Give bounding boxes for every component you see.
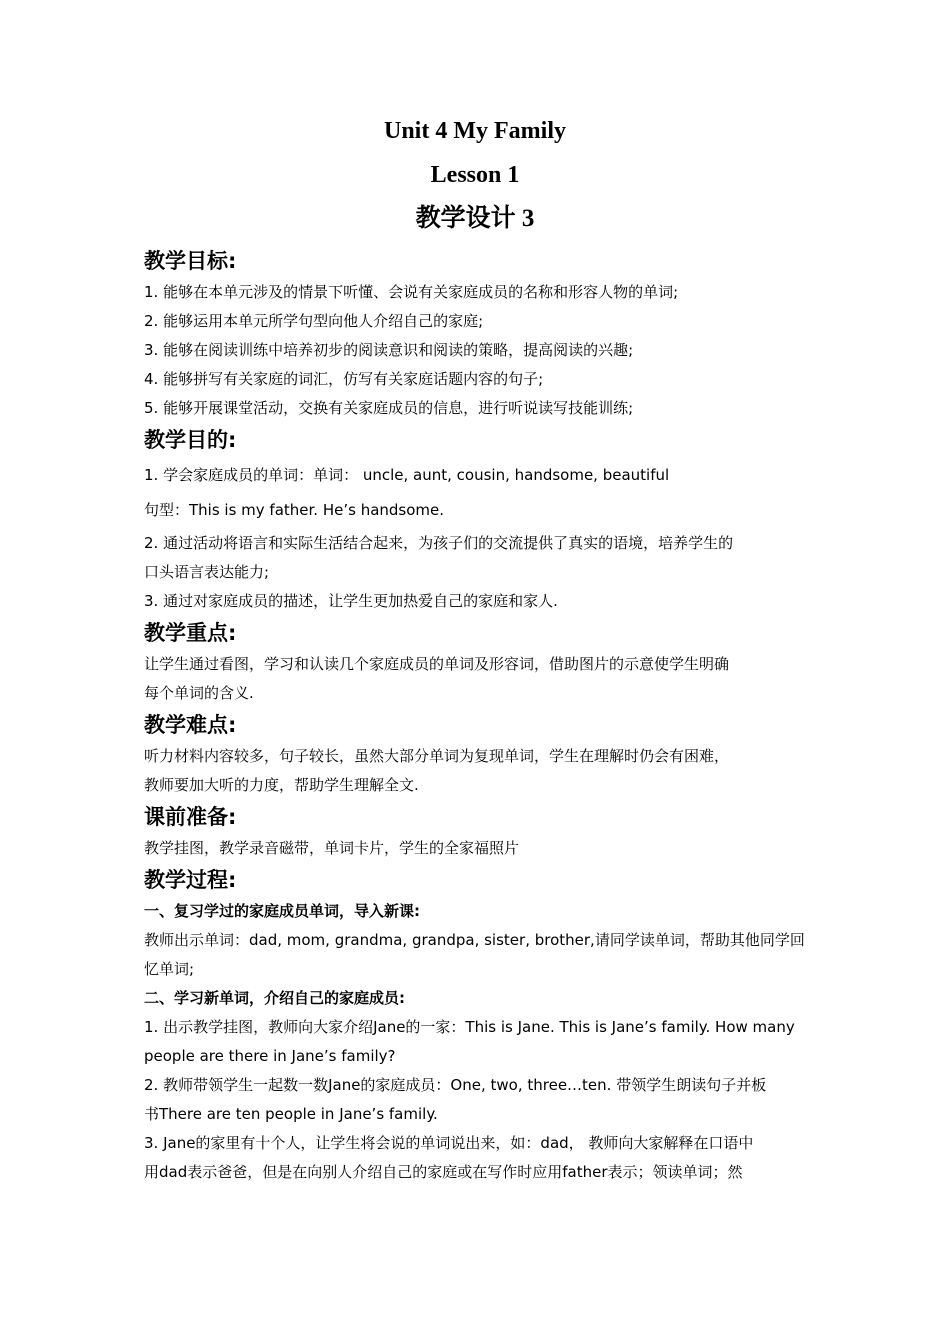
subsection-title: 一、复习学过的家庭成员单词，导入新课:	[144, 902, 421, 920]
purpose-item-2-cont: 口头语言表达能力;	[144, 563, 270, 581]
preparation-section	[144, 800, 812, 863]
paragraph-line: 教师要加大听的力度，帮助学生理解全文.	[144, 776, 419, 794]
list-item: 1. 能够在本单元涉及的情景下听懂、会说有关家庭成员的名称和形容人物的单词;	[144, 283, 679, 301]
subsection-title: 二、学习新单词，介绍自己的家庭成员:	[144, 989, 406, 1007]
unit-title: Unit 4 My Family	[384, 118, 566, 144]
section-heading: 教学目标:	[144, 249, 237, 273]
document-body	[144, 244, 812, 1187]
difficulties-section	[144, 708, 812, 800]
lesson-title: Lesson 1	[430, 162, 520, 188]
paragraph-line: 1. 出示教学挂图，教师向大家介绍Jane的一家：This is Jane. This is Jane’s family. How many	[144, 1018, 795, 1036]
paragraph-line: 听力材料内容较多，句子较长，虽然大部分单词为复现单词，学生在理解时仍会有困难，	[144, 747, 730, 765]
purpose-item-3: 3. 通过对家庭成员的描述，让学生更加热爱自己的家庭和家人.	[144, 592, 558, 610]
list-item: 2. 能够运用本单元所学句型向他人介绍自己的家庭;	[144, 312, 484, 330]
key-points-section	[144, 616, 812, 708]
list-item: 5. 能够开展课堂活动，交换有关家庭成员的信息，进行听说读写技能训练;	[144, 399, 634, 417]
paragraph-line: 教学挂图，教学录音磁带，单词卡片，学生的全家福照片	[144, 839, 520, 857]
paragraph-line: 2. 教师带领学生一起数一数Jane的家庭成员：One, two, three…ten. 带领学生朗读句子并板	[144, 1076, 767, 1094]
paragraph-line: 教师出示单词：dad, mom, grandma, grandpa, sister, brother,请同学读单词，帮助其他同学回	[144, 931, 805, 949]
purpose-sentence: 句型：This is my father. He’s handsome.	[144, 501, 445, 519]
paragraph-line: 书There are ten people in Jane’s family.	[144, 1105, 438, 1123]
purpose-item-1: 1. 学会家庭成员的单词：单词： uncle, aunt, cousin, handsome, beautiful	[144, 466, 670, 484]
section-heading: 教学难点:	[144, 713, 237, 737]
paragraph-line: 每个单词的含义.	[144, 684, 254, 702]
list-item: 4. 能够拼写有关家庭的词汇，仿写有关家庭话题内容的句子;	[144, 370, 544, 388]
section-heading: 教学重点:	[144, 621, 237, 645]
paragraph-line: 让学生通过看图，学习和认读几个家庭成员的单词及形容词，借助图片的示意使学生明确	[144, 655, 730, 673]
paragraph-line: 忆单词;	[144, 960, 195, 978]
section-heading: 教学目的:	[144, 428, 237, 452]
paragraph-line: people are there in Jane’s family?	[144, 1047, 396, 1065]
purpose-item-2: 2. 通过活动将语言和实际生活结合起来，为孩子们的交流提供了真实的语境，培养学生的	[144, 534, 734, 552]
paragraph-line: 用dad表示爸爸，但是在向别人介绍自己的家庭或在写作时应用father表示；领读单词；然	[144, 1163, 743, 1181]
objectives-section	[144, 244, 812, 423]
design-title: 教学设计 3	[415, 205, 535, 232]
section-heading: 课前准备:	[144, 805, 237, 829]
paragraph-line: 3. Jane的家里有十个人，让学生将会说的单词说出来，如：dad， 教师向大家解释在口语中	[144, 1134, 754, 1152]
section-heading: 教学过程:	[144, 868, 237, 892]
process-section	[144, 863, 812, 1187]
purpose-section	[144, 423, 812, 616]
list-item: 3. 能够在阅读训练中培养初步的阅读意识和阅读的策略，提高阅读的兴趣;	[144, 341, 634, 359]
